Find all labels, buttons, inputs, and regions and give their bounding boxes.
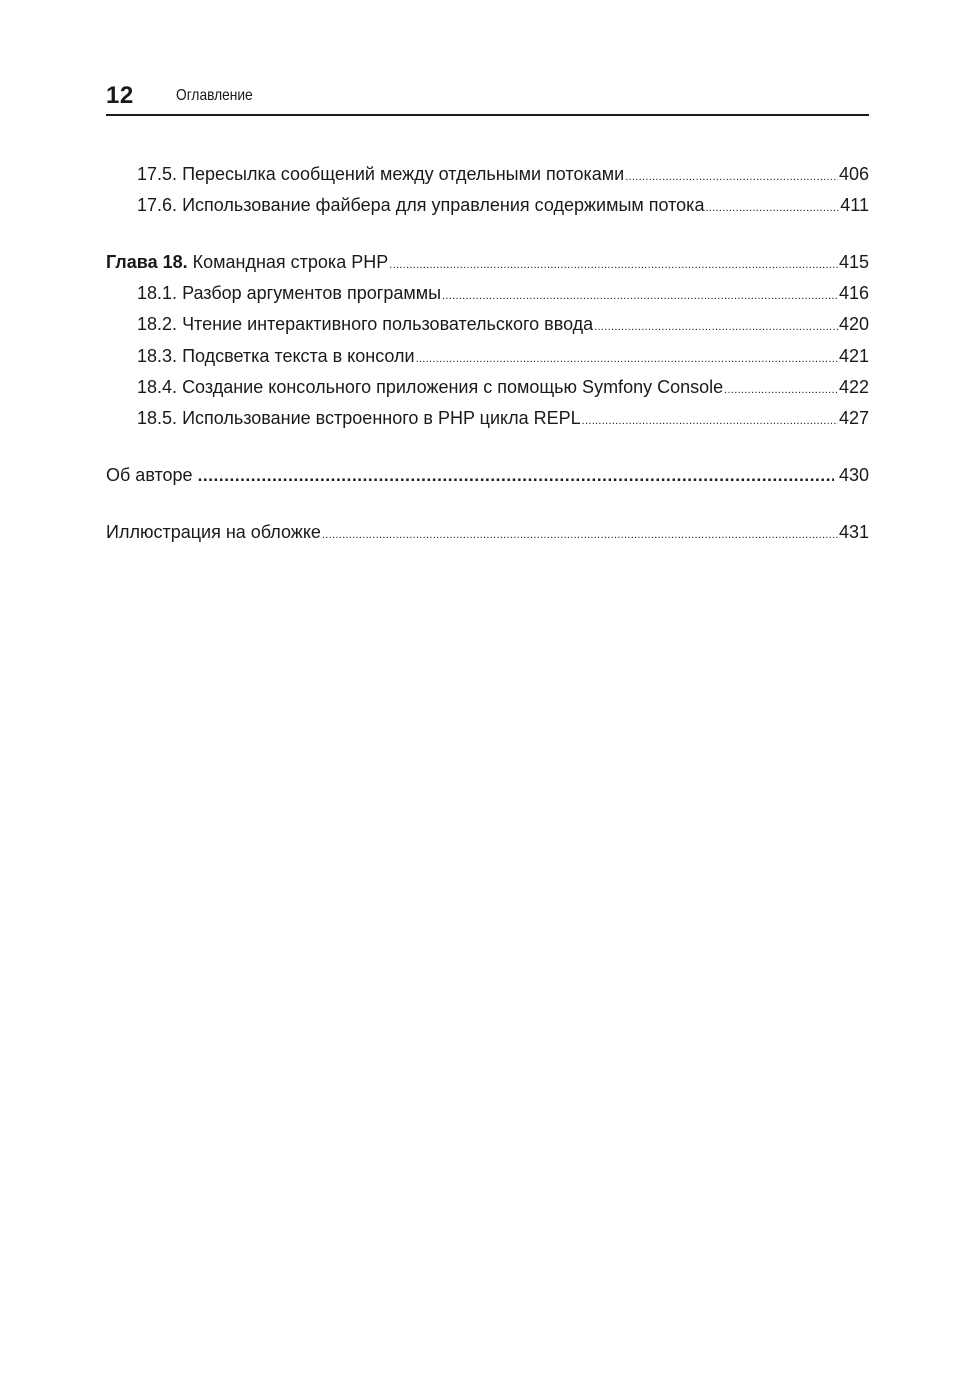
toc-entry-number: 18.2. (137, 314, 178, 334)
toc-entry-number: 18.5. (137, 408, 178, 428)
dot-leader (198, 463, 834, 489)
chapter-label: Глава 18. (106, 252, 188, 272)
dot-leader (705, 195, 839, 221)
toc-entry-number: 18.4. (137, 377, 178, 397)
page-header (106, 80, 869, 116)
toc-chapter-18[interactable] (106, 249, 869, 275)
dot-leader (416, 346, 838, 372)
toc-entry-page: 406 (838, 164, 869, 184)
toc-entry-title: Иллюстрация на обложке (106, 522, 321, 542)
dot-leader (625, 164, 838, 190)
toc-entry-title: Разбор аргументов программы (182, 283, 442, 303)
toc-entry-page: 431 (838, 522, 869, 542)
toc-entry-page: 430 (838, 465, 869, 485)
toc-entry-18-5[interactable] (137, 405, 869, 431)
toc-entry-page: 416 (838, 283, 869, 303)
toc-entry-page: 421 (838, 346, 869, 366)
dot-leader (582, 408, 838, 434)
toc-entry-title: Командная строка PHP (192, 252, 389, 272)
toc-entry-title: Чтение интерактивного пользовательского ввода (182, 314, 594, 334)
toc-entry-18-4[interactable] (137, 374, 869, 400)
toc-entry-number: 18.1. (137, 283, 178, 303)
toc-entry-page: 422 (838, 377, 869, 397)
toc-entry-title: Подсветка текста в консоли (182, 346, 415, 366)
toc-entry-title: Создание консольного приложения с помощью Symfony Console (182, 377, 724, 397)
toc-entry-page: 427 (838, 408, 869, 428)
toc-entry-number: 17.6. (137, 195, 178, 215)
toc-entry-number: 18.3. (137, 346, 178, 366)
toc-cover-illustration[interactable] (106, 519, 869, 545)
toc-entry-18-3[interactable] (137, 343, 869, 369)
toc-entry-page: 411 (840, 195, 869, 215)
toc-entry-page: 420 (838, 314, 869, 334)
page-number: 12 (106, 82, 134, 109)
toc-entry-title: Использование встроенного в PHP цикла REPL (182, 408, 581, 428)
dot-leader (389, 252, 838, 278)
dot-leader (594, 314, 838, 340)
toc-entry-page: 415 (838, 252, 869, 272)
toc-entry-title: Использование файбера для управления содержимым потока (182, 195, 705, 215)
toc-entry-title: Об авторе (106, 465, 193, 485)
dot-leader (322, 522, 838, 548)
toc-entry-title: Пересылка сообщений между отдельными потоками (182, 164, 625, 184)
toc-entry-17-5[interactable] (137, 161, 869, 187)
toc-entry-number: 17.5. (137, 164, 178, 184)
toc-about-author[interactable] (106, 462, 869, 488)
running-head: Оглавление (176, 87, 253, 104)
toc-entry-18-2[interactable] (137, 311, 869, 337)
dot-leader (724, 377, 838, 403)
toc-entry-18-1[interactable] (137, 280, 869, 306)
dot-leader (442, 283, 838, 309)
toc-entry-17-6[interactable] (137, 192, 869, 218)
